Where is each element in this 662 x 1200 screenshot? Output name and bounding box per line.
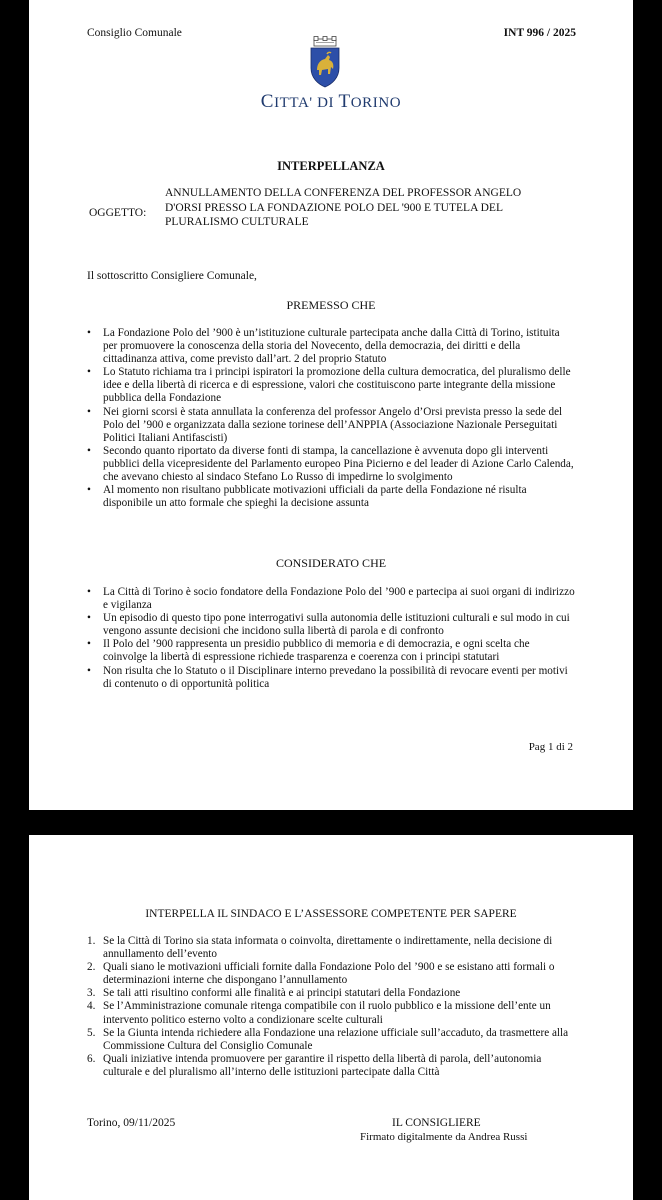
list-item: • Secondo quanto riportato da diverse fonti di stampa, la cancellazione è avvenuta dopo gli interventi pubblici della vicepresidente del Parlamento europeo Pina Picierno e del leader di Azione Carlo Calenda, che avevano chiesto al sindaco Stefano Lo Russo di impedirne lo svolgimento <box>87 444 574 484</box>
city-name: CITTA' DI TORINO <box>260 91 402 112</box>
list-item: • Nei giorni scorsi è stata annullata la conferenza del professor Angelo d’Orsi prevista presso la sede del Polo del ’900 e organizzata dalla sezione torinese dell’ANPPIA (Associazione Nazionale Perseguitati Politici Italiani Antifascisti) <box>87 405 563 444</box>
list-item: • La Città di Torino è socio fondatore della Fondazione Polo del ’900 e partecipa ai suoi organi di indirizzo e vigilanza <box>87 586 575 612</box>
subject-label: OGGETTO: <box>89 207 147 219</box>
list-item: 6. Quali iniziative intenda promuovere per garantire il rispetto della libertà di parola, dell’autonomia culturale e del pluralismo all’interno delle istituzioni partecipate dalla Città <box>87 1052 542 1078</box>
list-item: 2. Quali siano le motivazioni ufficiali fornite dalla Fondazione Polo del ’900 e se esistano atti formali o determinazioni interne che dispongano l’annullamento <box>87 961 555 987</box>
interpella-title: INTERPELLA IL SINDACO E L’ASSESSORE COMPETENTE PER SAPERE <box>145 908 517 920</box>
signature-name: Firmato digitalmente da Andrea Russi <box>360 1131 528 1143</box>
interpella-list <box>87 935 577 1079</box>
document-number: INT 996 / 2025 <box>503 27 576 39</box>
subject-text: ANNULLAMENTO DELLA CONFERENZA DEL PROFESSOR ANGELO D'ORSI PRESSO LA FONDAZIONE POLO DEL '900 E TUTELA DEL PLURALISMO CULTURALE <box>165 187 522 229</box>
signature-date: Torino, 09/11/2025 <box>87 1117 176 1129</box>
document-page-1 <box>29 0 633 810</box>
intro-line: Il sottoscritto Consigliere Comunale, <box>87 270 257 282</box>
list-item: • Il Polo del ’900 rappresenta un presidio pubblico di memoria e di democrazia, e ogni scelta che coinvolge la libertà di espressione richiede trasparenza e coerenza con i principi statutari <box>87 638 530 664</box>
list-item: 5. Se la Giunta intenda richiedere alla Fondazione una relazione ufficiale sull’accaduto, da trasmettere alla Commissione Cultura del Consiglio Comunale <box>87 1026 569 1052</box>
list-item: 1. Se la Città di Torino sia stata informata o coinvolta, direttamente o indirettamente, nella decisione di annullamento dell’evento <box>87 935 553 961</box>
document-page-2 <box>29 835 633 1200</box>
list-item: 4. Se l’Amministrazione comunale ritenga compatibile con il ruolo pubblico e la missione dell’ente un intervento politico esterno volto a condizionare scelte culturali <box>87 1000 551 1026</box>
document-type: INTERPELLANZA <box>277 159 385 173</box>
list-item: • Non risulta che lo Statuto o il Disciplinare interno prevedano la possibilità di revocare eventi per motivi di contenuto o di opportunità politica <box>87 664 568 690</box>
list-item: • Al momento non risultano pubblicate motivazioni ufficiali da parte della Fondazione né risulta disponibile un atto formale che spieghi la decisione assunta <box>87 484 527 510</box>
list-item: • Un episodio di questo tipo pone interrogativi sulla autonomia delle istituzioni culturali e sul modo in cui vengono assunte decisioni che incidono sulla libertà di parola e di confronto <box>87 612 570 638</box>
premesso-list <box>87 327 575 510</box>
list-item: 3. Se tali atti risultino conformi alle finalità e ai principi statutari della Fondazione <box>87 987 461 1000</box>
list-item: • La Fondazione Polo del ’900 è un’istituzione culturale partecipata anche dalla Città di Torino, istituita per promuovere la conoscenza della storia del Novecento, della democrazia, dei diritti e della cittadinanza attiva, come previsto dall’art. 2 del proprio Statuto <box>87 327 560 366</box>
considerato-title: CONSIDERATO CHE <box>275 556 387 570</box>
city-crest-icon <box>307 36 343 88</box>
considerato-list <box>87 586 575 691</box>
council-label: Consiglio Comunale <box>87 27 182 39</box>
signature-title: IL CONSIGLIERE <box>392 1117 481 1129</box>
page-number: Pag 1 di 2 <box>528 741 573 753</box>
list-item: • Lo Statuto richiama tra i principi ispiratori la promozione della cultura democratica, del pluralismo delle idee e della libertà di ricerca e di espressione, valori che costituiscono parte integrante della missione pubblica della Fondazione <box>87 366 571 405</box>
premesso-title: PREMESSO CHE <box>286 298 376 312</box>
